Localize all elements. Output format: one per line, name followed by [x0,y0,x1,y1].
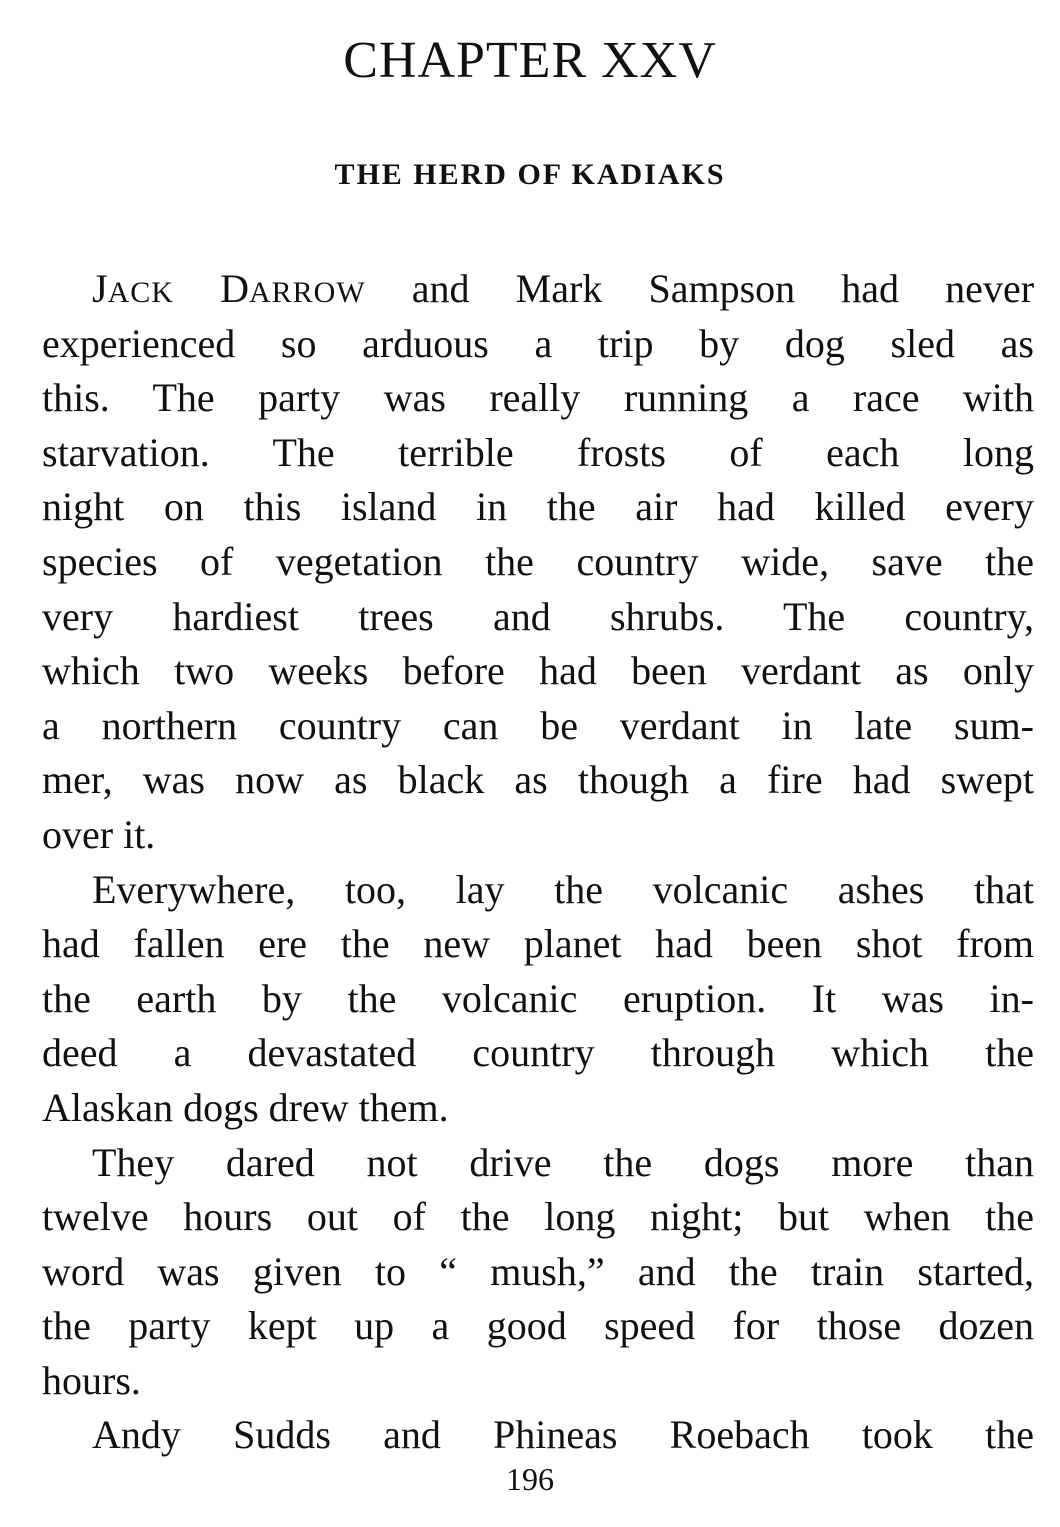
chapter-title: CHAPTER XXV [343,32,717,89]
text-line: Alaskan dogs drew them. [42,1084,449,1130]
page-number: 196 [506,1461,554,1497]
text-line: this. The party was really running a race with [42,375,1034,421]
text-line: the earth by the volcanic eruption. It was in- [42,975,1034,1021]
text-line: They dared not drive the dogs more than [92,1139,1034,1185]
text-line: over it. [42,811,156,857]
text-line: experienced so arduous a trip by dog sled as [42,320,1034,366]
text-line: Andy Sudds and Phineas Roebach took the [92,1412,1034,1458]
small-caps-rest: ARROW [248,276,366,309]
opening-line-rest: and Mark Sampson had never [365,266,1034,311]
text-line: Everywhere, too, lay the volcanic ashes that [92,866,1034,912]
text-line-opening [42,262,1034,317]
text-line: which two weeks before had been verdant as only [42,648,1034,694]
text-line: twelve hours out of the long night; but when the [42,1194,1034,1240]
chapter-subtitle: THE HERD OF KADIAKS [334,158,726,191]
text-line: had fallen ere the new planet had been shot from [42,921,1034,967]
text-line: word was given to “ mush,” and the train started, [42,1248,1034,1294]
small-caps-initial: J [92,266,108,311]
text-line: mer, was now as black as though a fire had swept [42,757,1034,803]
text-line: night on this island in the air had killed every [42,484,1034,530]
text-line: very hardiest trees and shrubs. The country, [42,593,1034,639]
small-caps-initial: D [220,266,249,311]
text-line: a northern country can be verdant in late sum- [42,702,1034,748]
text-line: species of vegetation the country wide, save the [42,538,1034,584]
text-line: the party kept up a good speed for those dozen [42,1303,1034,1349]
small-caps-rest: ACK [107,276,174,309]
body-text [42,262,1034,1463]
text-line: deed a devastated country through which the [42,1030,1034,1076]
text-line: hours. [42,1357,141,1403]
text-line: starvation. The terrible frosts of each long [42,429,1034,475]
